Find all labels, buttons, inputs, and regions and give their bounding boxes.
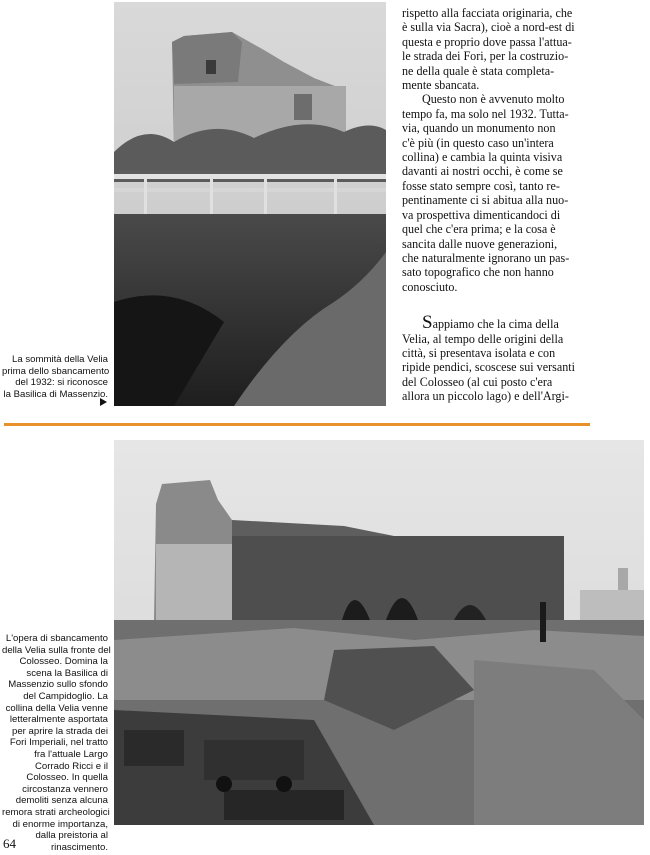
caption-bottom-line: scena la Basilica di — [26, 667, 108, 679]
caption-bottom-line: Corrado Ricci e il — [34, 760, 108, 772]
paragraph-1 — [402, 6, 590, 92]
section-divider — [4, 423, 590, 426]
text-line: va prospettiva dimenticandoci di — [402, 207, 561, 222]
text-line: appiamo che la cima della — [432, 317, 559, 332]
photo-velia-summit — [114, 2, 386, 406]
arrow-right-icon — [100, 398, 107, 406]
paragraph-2 — [402, 92, 590, 294]
text-line: quel che c'era prima; e la cosa è — [402, 222, 556, 237]
caption-bottom-line: demoliti senza alcuna — [15, 795, 108, 807]
article-text — [402, 6, 590, 404]
text-line: conosciuto. — [402, 279, 458, 294]
caption-bottom-line: Fori Imperiali, nel tratto — [9, 737, 108, 749]
text-line: Questo non è avvenuto molto — [422, 92, 565, 107]
text-line: le strada dei Fori, per la costruzio- — [402, 49, 569, 64]
caption-bottom-line: L'opera di sbancamento — [5, 633, 108, 644]
text-line: allora un piccolo lago) e dell'Argi- — [402, 389, 569, 404]
text-line: sancita dalle nuove generazioni, — [402, 236, 558, 251]
text-line: mente sbancata. — [402, 78, 480, 93]
page-number: 64 — [3, 836, 16, 851]
caption-top-line: del 1932: si riconosce — [15, 377, 108, 389]
text-line: rispetto alla facciata originaria, che — [402, 6, 573, 20]
caption-bottom-line: remora strati archeologici — [2, 806, 110, 818]
photo-excavation — [114, 440, 644, 825]
caption-bottom-line: della Velia sulla fronte del — [2, 644, 111, 656]
text-line: è sulla via Sacra), cioè a nord-est di — [402, 20, 575, 35]
caption-bottom-line: circostanza vennero — [22, 783, 108, 795]
caption-bottom-line: Colosseo. Domina la — [19, 656, 108, 668]
text-line: fosse stato sempre così, tanto re- — [402, 178, 560, 193]
caption-bottom-line: fra l'attuale Largo — [34, 748, 108, 760]
caption-top-line: prima dello sbancamento — [2, 365, 110, 377]
text-line: città, si presentava isolata e con — [402, 345, 556, 360]
text-line: c'è più (in questo caso un'intera — [402, 135, 554, 150]
photo-velia-summit-image — [114, 2, 386, 406]
caption-bottom-line: Massenzio sullo sfondo — [8, 679, 108, 691]
caption-top-line: la Basilica di Massenzio. — [3, 388, 108, 400]
paragraph-3 — [402, 312, 590, 404]
photo-excavation-image — [114, 440, 644, 825]
caption-bottom-line: Colosseo. In quella — [26, 772, 108, 784]
caption-top-line: La sommità della Velia — [12, 354, 108, 365]
text-line: questa e proprio dove passa l'attua- — [402, 34, 572, 49]
text-line: davanti ai nostri occhi, è come se — [402, 164, 563, 179]
caption-bottom-line: del Campidoglio. La — [23, 690, 108, 702]
text-line: sato topografico che non hanno — [402, 265, 554, 280]
caption-bottom-line: collina della Velia venne — [5, 702, 108, 714]
drop-cap: S — [422, 312, 433, 334]
text-line: tempo fa, ma solo nel 1932. Tutta- — [402, 106, 569, 121]
text-line: pentinamente ci si abitua alla nuo- — [402, 193, 569, 208]
caption-top — [2, 354, 108, 400]
text-line: ne della quale è stata completa- — [402, 63, 555, 78]
text-line: del Colosseo (al cui posto c'era — [402, 374, 553, 389]
caption-bottom-line: per aprire la strada dei — [12, 725, 108, 737]
caption-bottom — [2, 633, 111, 853]
caption-bottom-line: dalla preistoria al — [35, 830, 108, 842]
caption-bottom-line: di enorme importanza, — [12, 818, 108, 830]
text-line: via, quando un monumento non — [402, 121, 556, 136]
caption-bottom-line: rinascimento. — [50, 841, 108, 853]
text-line: collina) e cambia la quinta visiva — [402, 150, 563, 165]
caption-bottom-line: letteralmente asportata — [9, 714, 108, 726]
text-line: che naturalmente ignorano un pas- — [402, 250, 570, 265]
text-line: ripide pendici, scoscese sui versanti — [402, 360, 575, 375]
text-line: Velia, al tempo delle origini della — [402, 331, 564, 346]
